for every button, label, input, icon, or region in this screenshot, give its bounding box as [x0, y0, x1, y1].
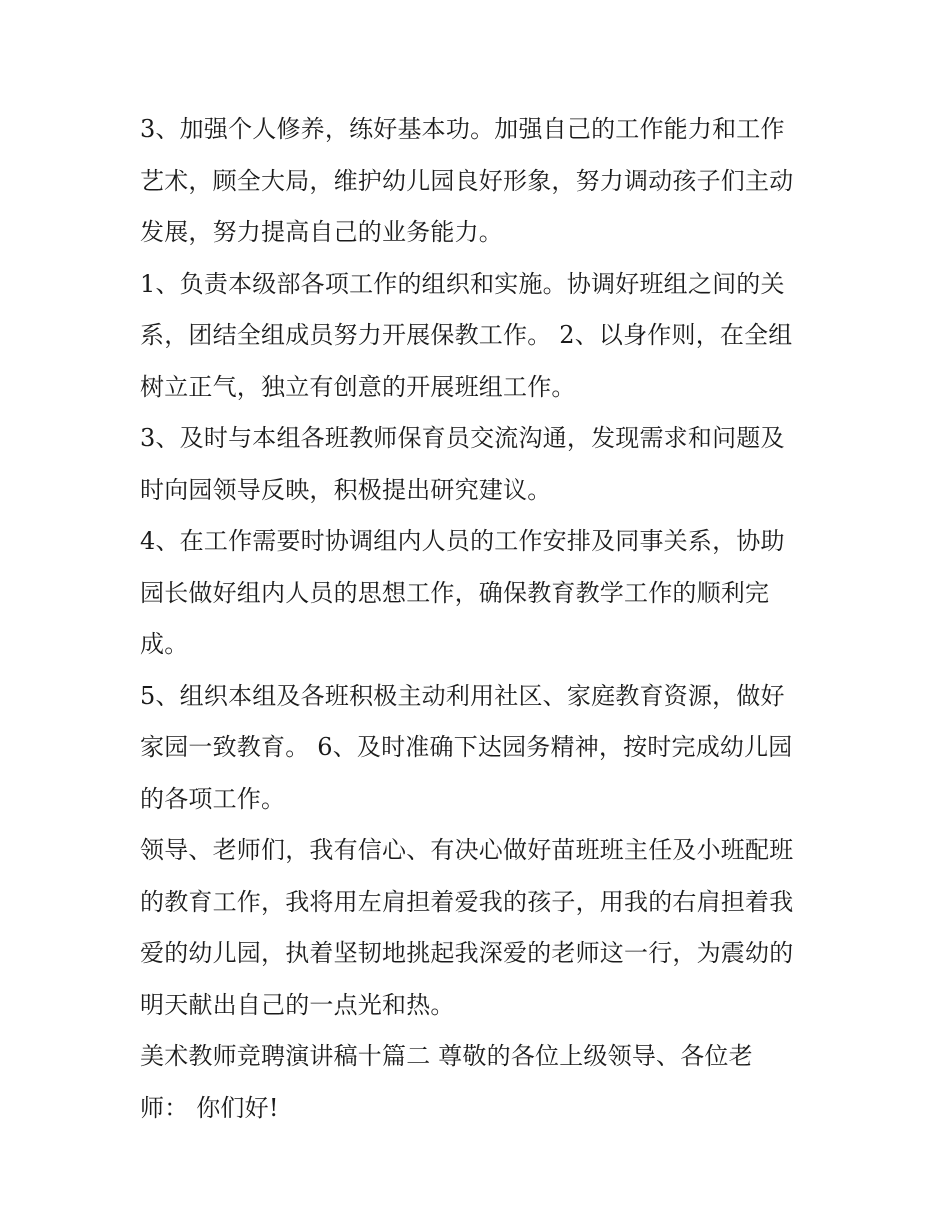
text-line: 家园一致教育。 6、及时准确下达园务精神，按时完成幼儿园	[140, 733, 793, 761]
text-line: 美术教师竞聘演讲稿十篇二 尊敬的各位上级领导、各位老	[140, 1042, 753, 1070]
document-body	[140, 104, 820, 1134]
paragraph-next-speech-heading	[140, 1031, 820, 1134]
paragraph-duty-organize	[140, 259, 820, 414]
text-line: 爱的幼儿园，执着坚韧地挑起我深爱的老师这一行，为震幼的	[140, 939, 794, 967]
text-line: 3、加强个人修养，练好基本功。加强自己的工作能力和工作	[140, 115, 785, 143]
text-line: 3、及时与本组各班教师保育员交流沟通，发现需求和问题及	[140, 424, 785, 452]
text-line: 时向园领导反映，积极提出研究建议。	[140, 475, 552, 504]
text-line: 师： 你们好!	[140, 1093, 279, 1122]
text-line: 1、负责本级部各项工作的组织和实施。协调好班组之间的关	[140, 269, 785, 298]
text-line: 明天献出自己的一点光和热。	[140, 990, 455, 1019]
text-line: 园长做好组内人员的思想工作，确保教育教学工作的顺利完	[140, 578, 770, 607]
text-line: 的教育工作，我将用左肩担着爱我的孩子，用我的右肩担着我	[140, 887, 794, 916]
text-line: 成。	[140, 630, 189, 658]
text-line: 领导、老师们，我有信心、有决心做好苗班班主任及小班配班	[140, 836, 794, 864]
paragraph-duty-communicate	[140, 413, 820, 516]
paragraph-duty-resources	[140, 671, 820, 826]
paragraph-self-improvement	[140, 104, 820, 259]
text-line: 系，团结全组成员努力开展保教工作。 2、以身作则，在全组	[140, 321, 793, 349]
paragraph-closing-statement	[140, 825, 820, 1031]
text-line: 树立正气，独立有创意的开展班组工作。	[140, 372, 576, 401]
text-line: 的各项工作。	[140, 784, 286, 813]
text-line: 4、在工作需要时协调组内人员的工作安排及同事关系，协助	[140, 527, 785, 555]
text-line: 发展，努力提高自己的业务能力。	[140, 218, 503, 246]
text-line: 艺术，顾全大局，维护幼儿园良好形象，努力调动孩子们主动	[140, 166, 794, 195]
paragraph-duty-coordinate	[140, 516, 820, 671]
text-line: 5、组织本组及各班积极主动利用社区、家庭教育资源，做好	[140, 681, 785, 710]
